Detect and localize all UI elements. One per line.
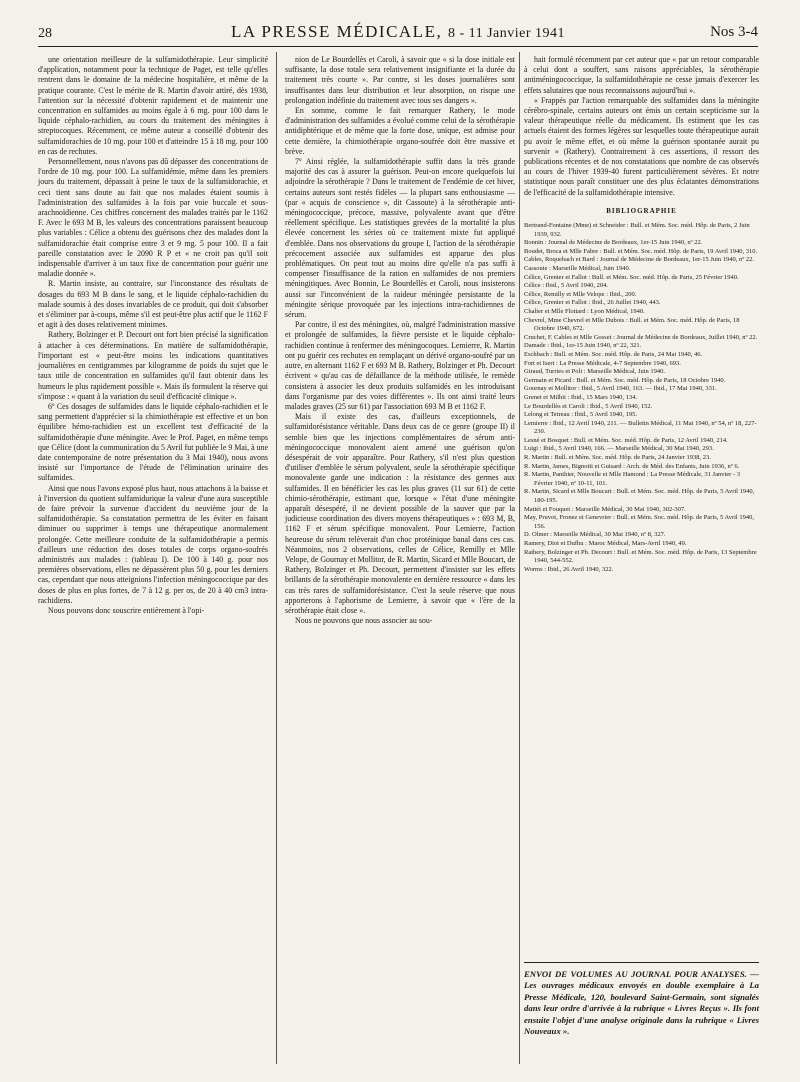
text-column-2 — [285, 55, 515, 626]
bibliography-entry: R. Martin, Sicard et Mlle Boucart : Bull. et Mém. Soc. méd. Hôp. de Paris, 5 Avril 1940, 180-195. — [524, 488, 755, 505]
paragraph: Rathery, Bolzinger et P. Decourt ont fort bien précisé la signification à attacher à ces déterminations. En matière de sulfamidothérapie, l'important est « peut-être moins les indications quantitatives journalières en centigrammes par kilogramme de poids du sujet que le taux utile de concentration en sulfamides qu'il faut obtenir dans les humeurs le plus rapidement possible ». Mais ils formulent la réserve qui s'impose : « quant à la variation du seuil d'efficacité clinique ». — [38, 330, 268, 401]
bibliography-entry: Célice, Remilly et Mlle Velope : Ibid., 200. — [524, 290, 637, 298]
bibliography-entry: Boudet, Broca et Mlle Fabre : Bull. et Mém. Soc. méd. Hôp. de Paris, 19 Avril 1940, 310. — [524, 247, 758, 255]
bibliography-entry: Ramery, Diot et Dufhu : Maroc Médical, Mars-Avril 1940, 49. — [524, 540, 687, 548]
notice-text: ENVOI DE VOLUMES AU JOURNAL POUR ANALYSES. — Les ouvrages médicaux envoyés en double exemplaire à La Presse Médicale, 120, boulevard Saint-Germain, sont signalés dans leur ordre d'arrivée à la rubrique « Livres Reçus ». Ils font ensuite l'objet d'une analyse originale dans la rubrique « Livres Nouveaux ». — [524, 969, 759, 1037]
paragraph: R. Martin insiste, au contraire, sur l'inconstance des résultats de dosages du 693 M B dans le sang, et le liquide céphalo-rachidien du malade soumis à des doses invariables de ce produit, qui doit s'absorber et s'éliminer par à-coups, même s'il est peut-être plus actif que le 1162 F et agit à des doses relativement minimes. — [38, 279, 268, 330]
bibliography-entry: R. Martin, James, Bignotti et Guisard : Arch. de Méd. des Enfants, Juin 1936, nº 6. — [524, 462, 740, 470]
journal-title: LA PRESSE MÉDICALE, — [230, 22, 443, 41]
bibliography-title: BIBLIOGRAPHIE — [606, 206, 677, 215]
page-number: 28 — [38, 26, 52, 41]
bibliography-entry: Eschbach : Bull. et Mém. Soc. méd. Hôp. de Paris, 24 Mai 1940, 46. — [524, 350, 703, 358]
paragraph: Ainsi que nous l'avons exposé plus haut, nous attachons à la baisse et à l'inversion du quotient sulfamidurique la valeur d'une aura susceptible de faire prévoir la survenue d'accident du neuvième jour de la sulfamidothérapie. Sa constatation permettra de les éviter en faisant diminuer ou supprimer à temps une thérapeutique anormalement prolongée. Cette meilleure conduite de la sulfamidothérapie a permis d'ailleurs une réduction des doses totales de corps organo-soufrés administrés aux malades : (tableau I). De 100 à 140 g. pour nos premières observations, elles ne dépassèrent plus 50 g. pour les derniers cas, cependant que nous atteignions l'infection méningococcique par des doses de plus en plus fortes, de 7 à 12 g. per os, de 20 à 40 cm3 intra-rachidiens. — [38, 483, 268, 605]
bibliography-entry: Célice, Grenier et Fallot : Bull. et Mém. Soc. méd. Hôp. de Paris, 25 Février 1940. — [524, 273, 739, 281]
paragraph: En somme, comme le fait remarquer Rathery, le mode d'administration des sulfamides a évolué comme celui de la sérothérapie antidiphtérique et de même que la forte dose, unique, est admise pour cette dernière, la chimiothérapie organo-soufrée doit être massive et brève. — [285, 106, 515, 156]
bibliography-entry: Cables, Roquebach et Bard : Journal de Médecine de Bordeaux, 1er-15 Juin 1940, nº 22. — [524, 256, 755, 264]
bibliography-entry: Cassoute : Marseille Médical, Juin 1940. — [524, 265, 631, 273]
bibliography-entry: Worms : Ibid., 26 Avril 1940, 322. — [524, 565, 614, 573]
bibliography-entry: Lemierre : Ibid., 12 Avril 1940, 211. — Bulletin Médical, 11 Mai 1940, nº 54, nº 18, 227-230. — [524, 419, 757, 436]
paragraph: Mais il existe des cas, d'ailleurs exceptionnels, de sulfamidorésistance véritable. Dans deux cas de ce genre (groupe II) il semble bien que les injections complémentaires de sérum anti-méningococcique monovalent aient amené une guérison qu'on désespérait de voir apparaître. Pour Rathery, s'il n'est plus question d'utiliser d'emblée le sérum polyvalent, seule la sérothérapie spécifique monovalente garde une indication : la résistance des germes aux sulfamides. Il en bénéficier les cas les plus graves (11 sur 61) de cette chimio-sérothérapie, estimant que, lorsque « l'état d'une méningite apparaît désespéré, il ne devient possible de la sauver que par la judicieuse coordination des divers moyens thérapeutiques » : 693 M, B, 1162 F et sérum spécifique monovalent. Pour Lemierre, l'action heureuse du sérum relèverait d'un choc protéinique banal dans ces cas. Néanmoins, nos 2 observations, celles de Célice, Remilly et Mlle Velope, de Gournay et Mollitor, de R. Martin, Sicard et Mlle Boucart, de Rathery, Bolzinger et Ph. Decourt, permettent d'insister sur les effets brillants de la sérothérapie monovalente en dernière ressource « dans les cas très rares de sulfamidorésistance. C'est la seule réserve que nous apporterons à l'aphorisme de Lemierre, à savoir que « l'ère de la sérothérapie était close ». — [285, 412, 515, 615]
paragraph: Personnellement, nous n'avons pas dû dépasser des concentrations de l'ordre de 10 mg. pour 100. La sulfamidémie, même dans les premiers jours du traitement, dépassait à peine le taux de la sulfamidorachie, et ceci tient sans doute au fait que nos malades étaient soumis à l'administration des sulfamides à la fois par voie buccale et sous-arachnoïdienne. Ces chiffres concernent des malades traités par le 1162 F. Avec le 693 M B, les valeurs des concentrations paraissent beaucoup plus variables : Célice a obtenu des guérisons chez des malades dont la sulfamidorachie était comprise entre 3 et 9 mg. 5 pour 100. Il a fait pareille constatation avec le 2090 R P et « ne croit pas qu'il soit indispensable d'arriver à un taux fixe de concentration pour guérir une maladie donnée ». — [38, 157, 268, 279]
issue-date: 8 - 11 Janvier 1941 — [447, 26, 566, 41]
bibliography-entry: Mattéi et Fouquet : Marseille Médical, 30 Mai 1940, 302-307. — [524, 505, 686, 513]
bibliography-entry: Gournay et Mollitor : Ibid., 5 Avril 1940, 163. — Ibid., 17 Mai 1940, 331. — [524, 385, 717, 393]
bibliography-entry: Bertrand-Fontaine (Mme) et Schneider : Bull. et Mém. Soc. méd. Hôp. de Paris, 2 Juin 1939, 932. — [524, 222, 750, 238]
paragraph: 7º Ainsi réglée, la sulfamidothérapie suffit dans la très grande majorité des cas à assurer la guérison. Peut-on encore quelquefois lui adjoindre la sérothérapie ? Dans le traitement de l'endémie de cet hiver, certains auteurs sont restés fidèles — la plupart sans enthousiasme — (par « acquis de conscience », dit Cassoute) à la sérothérapie anti-méningococcique, précoce, massive, polyvalente avant que d'être réellement spécifique. Les statistiques grevées de la mortalité la plus élevée concernent les séries où ce traitement mixte fut appliqué d'emblée. Dans nos observations du groupe I, l'action de la sérothérapie précocement associée aux sulfamides est apparue des plus problématiques. On peut tout au moins dire qu'elle n'a pas suffi à compenser l'insuffisance de la ration en sulfamides de nos premiers méningitiques. Avec Bonnin, Le Bourdellès et Caroli, nous insisterons aussi sur l'inconvénient de la raideur méningée persistante de la méningite sérique provoquée par les injections intra-rachidiennes de sérum. — [285, 157, 515, 320]
bibliography-entry: Fort et Isert : La Presse Médicale, 4-7 Septembre 1940, 693. — [524, 359, 681, 367]
notice-box — [524, 962, 759, 1037]
bibliography-entry: Cruchet, F. Cables et Mlle Gosset : Journal de Médecine de Bordeaux, Juillet 1940, nº 22. — [524, 333, 758, 341]
bibliography-entry: Grenet et Milhit : Ibid., 15 Mars 1940, 134. — [524, 393, 638, 401]
text-column-3 — [524, 55, 759, 574]
bibliography-entry: D. Olmer : Marseille Médical, 30 Mai 1940, nº 8, 327. — [524, 531, 666, 539]
bibliography-entry: Rathery, Bolzinger et Ph. Decourt : Bull. et Mém. Soc. méd. Hôp. de Paris, 13 Septembre 1940, 544-552. — [524, 548, 757, 565]
bibliography-entry: Bonnin : Journal de Médecine de Bordeaux, 1er-15 Juin 1940, nº 22. — [524, 239, 703, 247]
bibliography-entry: Chevrel, Mme Chevrel et Mlle Dubois : Bull. et Mém. Soc. méd. Hôp. de Paris, 18 Octobre 1940, 672. — [524, 316, 740, 333]
bibliography-entry: Giraud, Turries et Poli : Marseille Médical, Juin 1940. — [524, 368, 666, 376]
bibliography-entry: Lelong et Tetreau : Ibid., 5 Avril 1940, 195. — [524, 411, 638, 419]
bibliography-entry: Germain et Picard : Bull. et Mém. Soc. méd. Hôp. de Paris, 18 Octobre 1940. — [524, 376, 726, 384]
paragraph: Par contre, il est des méningites, où, malgré l'administration massive et prolongée de sulfamides, la fièvre persiste et le liquide céphalo-rachidien continue à renfermer des méningocoques. Lemierre, R. Martin ont pu guérir ces rechutes en remplaçant un dérivé organo-soufré par un autre, en alternant 1162 F et 693 M B. Rathery, Bolzinger et Ph. Decourt écrivent « qu'au cas de défaillance de la méthode utilisée, le remède consistera à associer les deux produits sulfamidés en les introduisant dans l'organisme par des voies différentes ». Ils ont ainsi traité leurs malades graves (25 sur 61) par l'association 693 M B et 1162 F. — [285, 320, 515, 411]
paragraph: 6º Ces dosages de sulfamides dans le liquide céphalo-rachidien et le sang permettent d'apprécier si la chimiothérapie est effective et un bon équilibre hémo-rachidien est un excellent test d'efficacité de la sulfamidothérapie d'une méningite. Avec le Prof. Paget, en même temps que Célice (dont la communication du 5 Avril fut publiée le 9 Mai, à une date contemporaine de notre présentation du 3 Mai 1940), nous avons insisté sur l'importance de l'étude de l'élimination urinaire des sulfamides. — [38, 401, 268, 483]
paragraph: Nous ne pouvons que nous associer au sou- — [295, 616, 433, 626]
bibliography-entry: Luigi : Ibid., 5 Avril 1940, 166. — Marseille Médical, 30 Mai 1940, 293. — [524, 445, 714, 453]
bibliography-entry: Damade : Ibid., 1er-15 Juin 1940, nº 22, 321. — [524, 342, 642, 350]
paragraph: hait formulé récemment par cet auteur que « par un retour comparable à celui dont a souffert, sans raisons appréciables, la sérothérapie antiméningococcique, la sulfamidothérapie ne cesse jamais d'exercer les effets salutaires que nous reconnaissons aujourd'hui ». — [524, 55, 759, 95]
column-divider-1 — [276, 52, 277, 1064]
paragraph: une orientation meilleure de la sulfamidothérapie. Leur simplicité d'application, notamment pour la technique de Paget, est telle qu'elles rentrent dans le domaine de la médecine hospitalière, et même de la pratique courante. C'est le mérite de R. Martin d'avoir attiré, dès 1938, l'attention sur la nécessité d'obtenir rapidement et de maintenir une concentration en sulfamides au moins égale à 6 mg. pour 100 dans le liquide céphalo-rachidien, au cours du traitement des méningites à streptocoques. Récemment, ce même auteur a conseillé d'obtenir des sulfamidorachies de 10 mg. pour 100 et d'atteindre 15 à 18 mg. pour 100 en cas de rechutes. — [38, 55, 268, 156]
bibliography-entry: Lesné et Bosquet : Bull. et Mém. Soc. méd. Hôp. de Paris, 12 Avril 1940, 214. — [524, 436, 728, 444]
issue-number: Nos 3-4 — [710, 24, 758, 40]
bibliography-list — [524, 222, 759, 574]
bibliography-entry: Chalier et Mlle Flottard : Lyon Médical, 1940. — [524, 307, 645, 315]
bibliography-entry: Le Bourdellès et Caroli : Ibid., 5 Avril 1940, 152. — [524, 402, 653, 410]
bibliography-entry: Célice : Ibid., 5 Avril 1940, 204. — [524, 282, 609, 290]
bibliography-entry: May, Pruvot, Fronez et Genevrier : Bull. et Mém. Soc. méd. Hôp. de Paris, 5 Avril 1940, 156. — [524, 514, 754, 530]
page-header — [38, 22, 758, 47]
bibliography-entry: R. Martin, Panthier, Nouvelle et Mlle Hamond : La Presse Médicale, 31 Janvier - 3 Février 1940, nº 10-11, 101. — [524, 471, 740, 487]
bibliography-entry: Célice, Grenier et Fallot : Ibid., 26 Juillet 1940, 443. — [524, 299, 661, 307]
text-column-1 — [38, 55, 268, 616]
bibliography-entry: R. Martin : Bull. et Mém. Soc. méd. Hôp. de Paris, 24 Janvier 1938, 23. — [524, 454, 711, 462]
paragraph: « Frappés par l'action remarquable des sulfamides dans la méningite cérébro-spinale, certains auteurs ont émis un certain scepticisme sur la valeur thérapeutique réelle du médicament. Ils estiment que les cas actuels étaient des formes légères sur lesquelles toute thérapeutique aurait pu avoir le même effet, et où même la guérison spontanée aurait pu survenir » (Rathery). Contrairement à ces assertions, il ressort des publications récentes et de nos constatations que nombre de cas observés au cours de l'hiver 1939-40 furent particulièrement sévères. Et notre statistique nous paraît constituer une des plus éclatantes démonstrations de l'efficacité de la sulfamidothérapie intensive. — [524, 95, 759, 197]
paragraph: nion de Le Bourdellès et Caroli, à savoir que « si la dose initiale est suffisante, la dose totale sera relativement insignifiante et la durée du traitement très courte ». Par contre, si les doses journalières sont insuffisantes dans leur distribution et leur absorption, on risque une prolongation indéfinie du traitement avec tous ses dangers ». — [285, 55, 515, 105]
journal-title-line — [38, 22, 758, 42]
paragraph: Nous pouvons donc souscrire entièrement à l'opi- — [48, 605, 205, 615]
column-divider-2 — [519, 52, 520, 1064]
